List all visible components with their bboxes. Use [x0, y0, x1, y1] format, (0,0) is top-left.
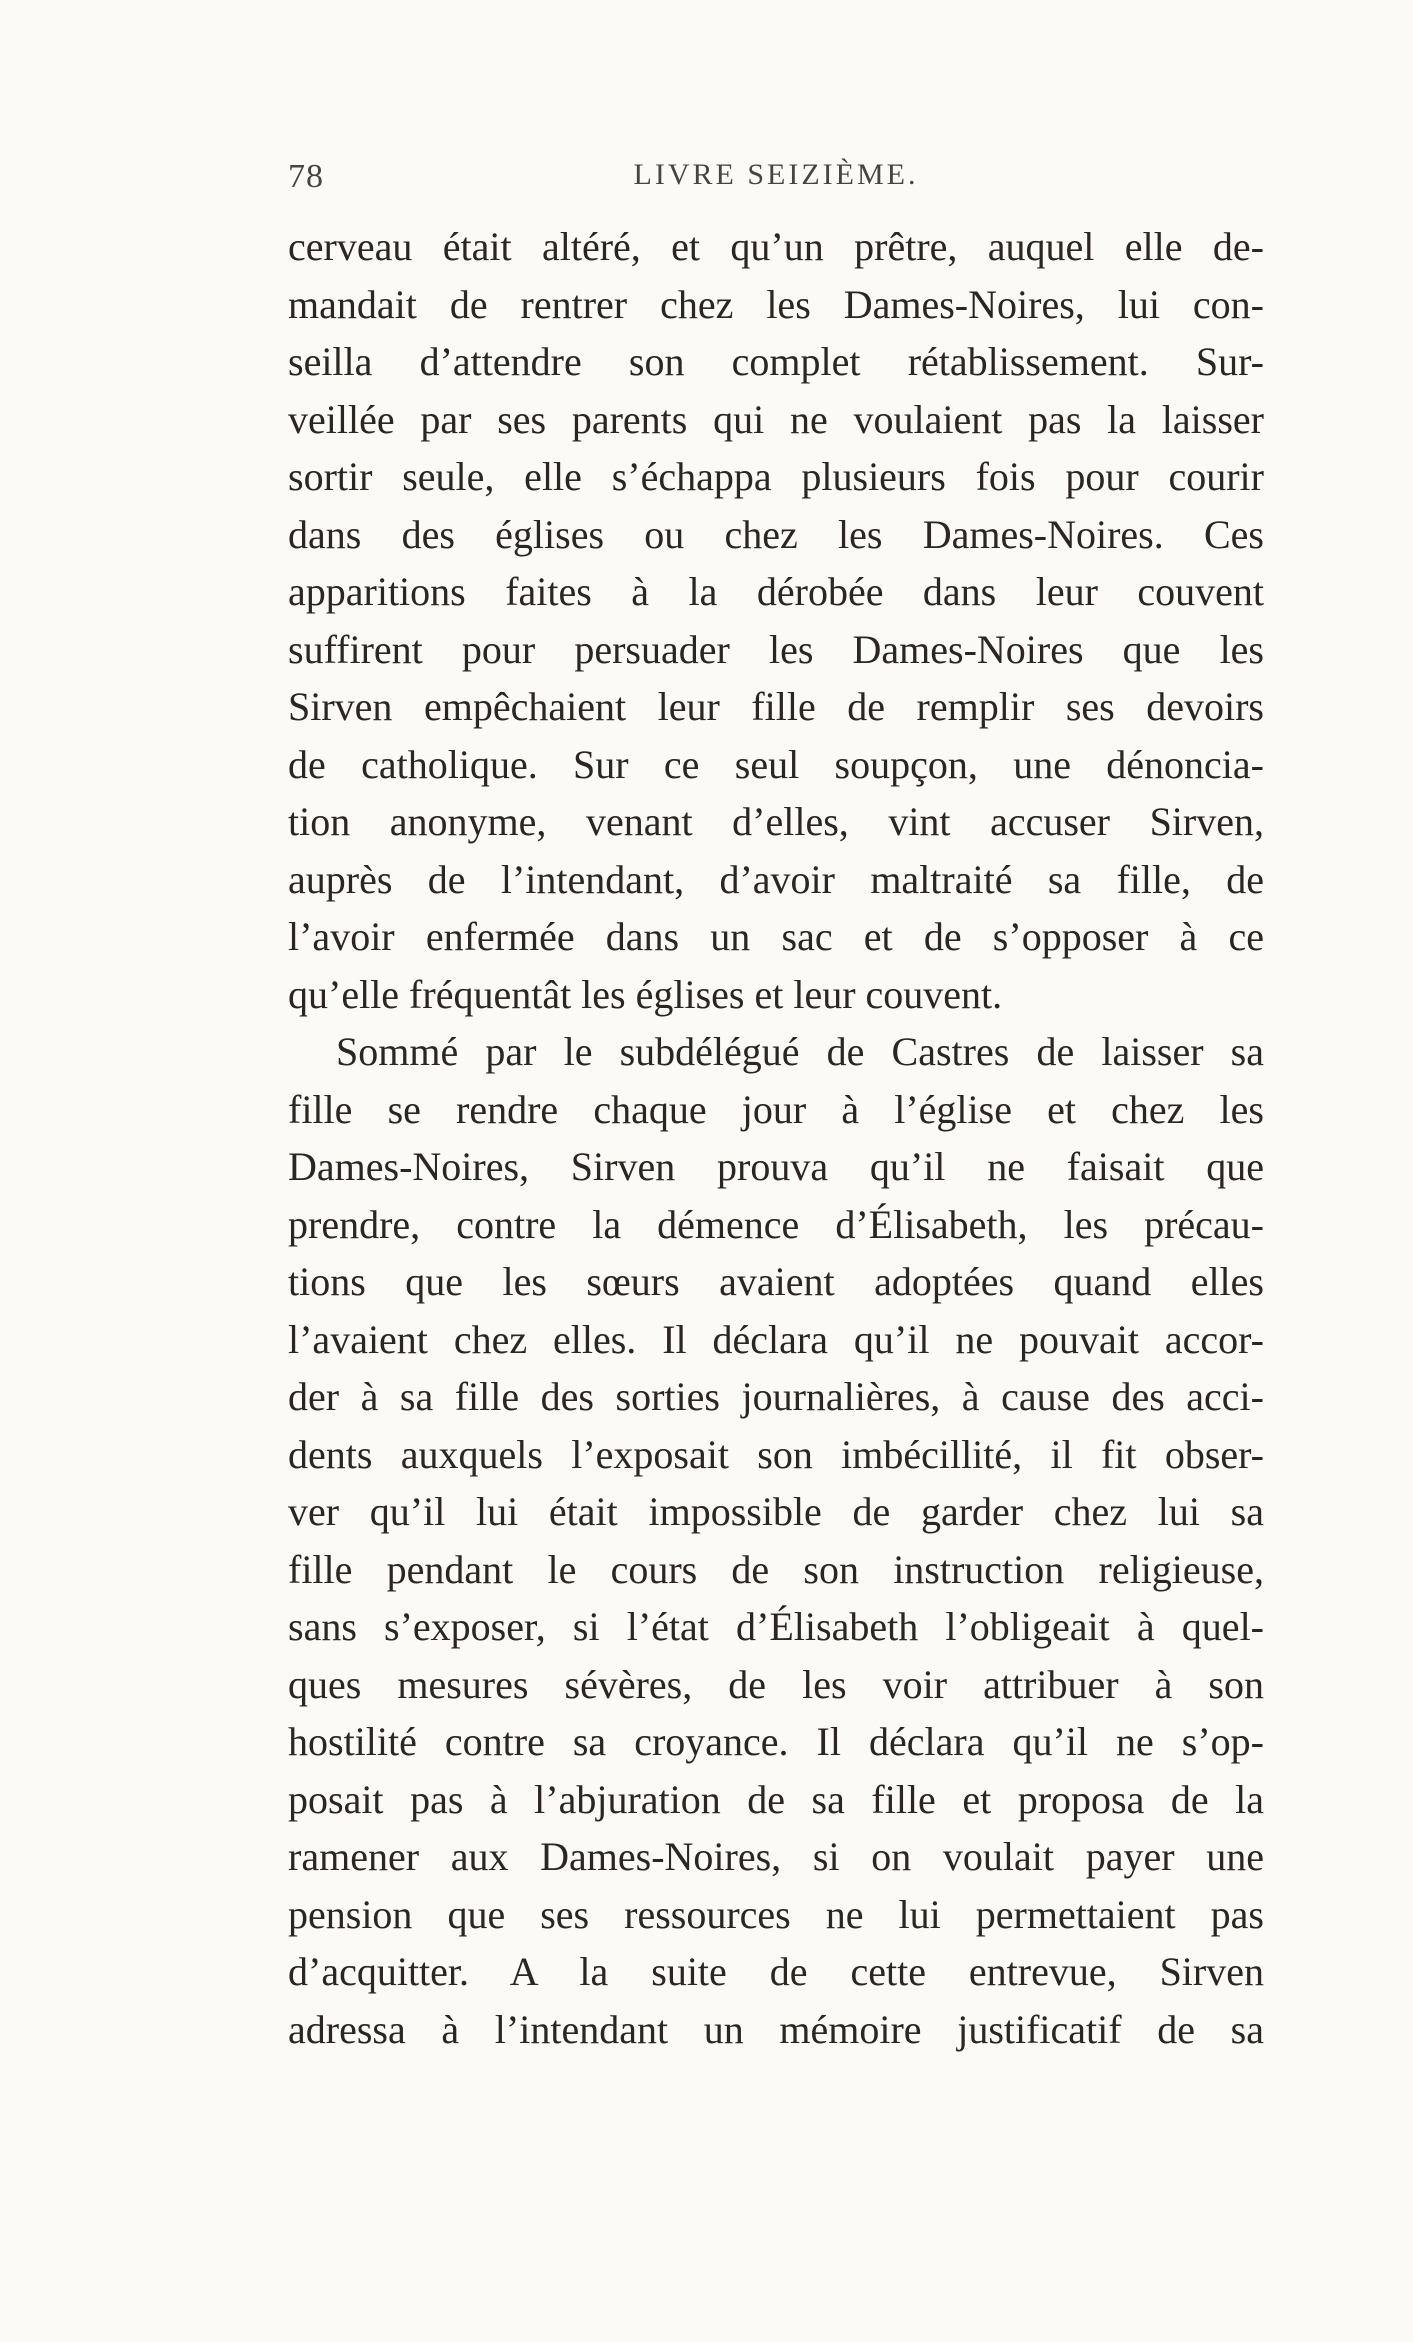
text-line: l’avoir enfermée dans un sac et de s’opposer à ce	[288, 914, 1264, 959]
page-number: 78	[288, 158, 324, 195]
text-line: suffirent pour persuader les Dames-Noires que les	[288, 626, 1264, 672]
text-line: fille pendant le cours de son instruction religieuse,	[288, 1546, 1264, 1592]
text-line: ver qu’il lui était impossible de garder chez lui sa	[288, 1489, 1264, 1534]
text-line: ramener aux Dames-Noires, si on voulait payer une	[288, 1834, 1264, 1879]
text-line: mandait de rentrer chez les Dames-Noires, lui con-	[288, 281, 1264, 327]
text-line: dents auxquels l’exposait son imbécillité, il fit obser-	[288, 1431, 1264, 1477]
paragraph-1	[288, 218, 1264, 1023]
text-line: d’acquitter. A la suite de cette entrevue, Sirven	[288, 1949, 1264, 1994]
text-line: qu’elle fréquentât les églises et leur couvent.	[288, 971, 1003, 1017]
text-line: veillée par ses parents qui ne voulaient pas la laisser	[288, 396, 1264, 442]
text-line: Sirven empêchaient leur fille de remplir ses devoirs	[288, 684, 1264, 729]
paragraph-2	[288, 1023, 1264, 2058]
running-head	[288, 158, 1264, 204]
text-line: tion anonyme, venant d’elles, vint accuser Sirven,	[288, 799, 1264, 844]
text-line: cerveau était altéré, et qu’un prêtre, auquel elle de-	[288, 224, 1264, 269]
text-line: l’avaient chez elles. Il déclara qu’il ne pouvait accor-	[288, 1316, 1264, 1362]
text-line: ques mesures sévères, de les voir attribuer à son	[288, 1661, 1264, 1707]
text-line: adressa à l’intendant un mémoire justificatif de sa	[288, 2006, 1264, 2052]
text-line: dans des églises ou chez les Dames-Noires. Ces	[288, 511, 1264, 557]
text-line: de catholique. Sur ce seul soupçon, une dénoncia-	[288, 741, 1264, 787]
text-line: posait pas à l’abjuration de sa fille et proposa de la	[288, 1776, 1264, 1822]
body-text	[288, 218, 1264, 2058]
text-line: auprès de l’intendant, d’avoir maltraité sa fille, de	[288, 856, 1264, 902]
text-line: sans s’exposer, si l’état d’Élisabeth l’obligeait à quel-	[288, 1604, 1264, 1649]
text-line: hostilité contre sa croyance. Il déclara qu’il ne s’op-	[288, 1719, 1264, 1764]
text-line: tions que les sœurs avaient adoptées quand elles	[288, 1259, 1264, 1304]
text-line: pension que ses ressources ne lui permettaient pas	[288, 1891, 1264, 1937]
text-line: fille se rendre chaque jour à l’église et chez les	[288, 1086, 1264, 1132]
text-line: Sommé par le subdélégué de Castres de laisser sa	[336, 1029, 1264, 1074]
text-line: apparitions faites à la dérobée dans leur couvent	[288, 569, 1264, 614]
running-title: LIVRE SEIZIÈME.	[633, 158, 919, 191]
text-line: seilla d’attendre son complet rétablissement. Sur-	[288, 339, 1264, 384]
text-line: sortir seule, elle s’échappa plusieurs fois pour courir	[288, 454, 1264, 499]
text-line: prendre, contre la démence d’Élisabeth, les précau-	[288, 1201, 1264, 1247]
text-line: Dames-Noires, Sirven prouva qu’il ne faisait que	[288, 1144, 1264, 1189]
text-line: der à sa fille des sorties journalières, à cause des acci-	[288, 1374, 1264, 1419]
